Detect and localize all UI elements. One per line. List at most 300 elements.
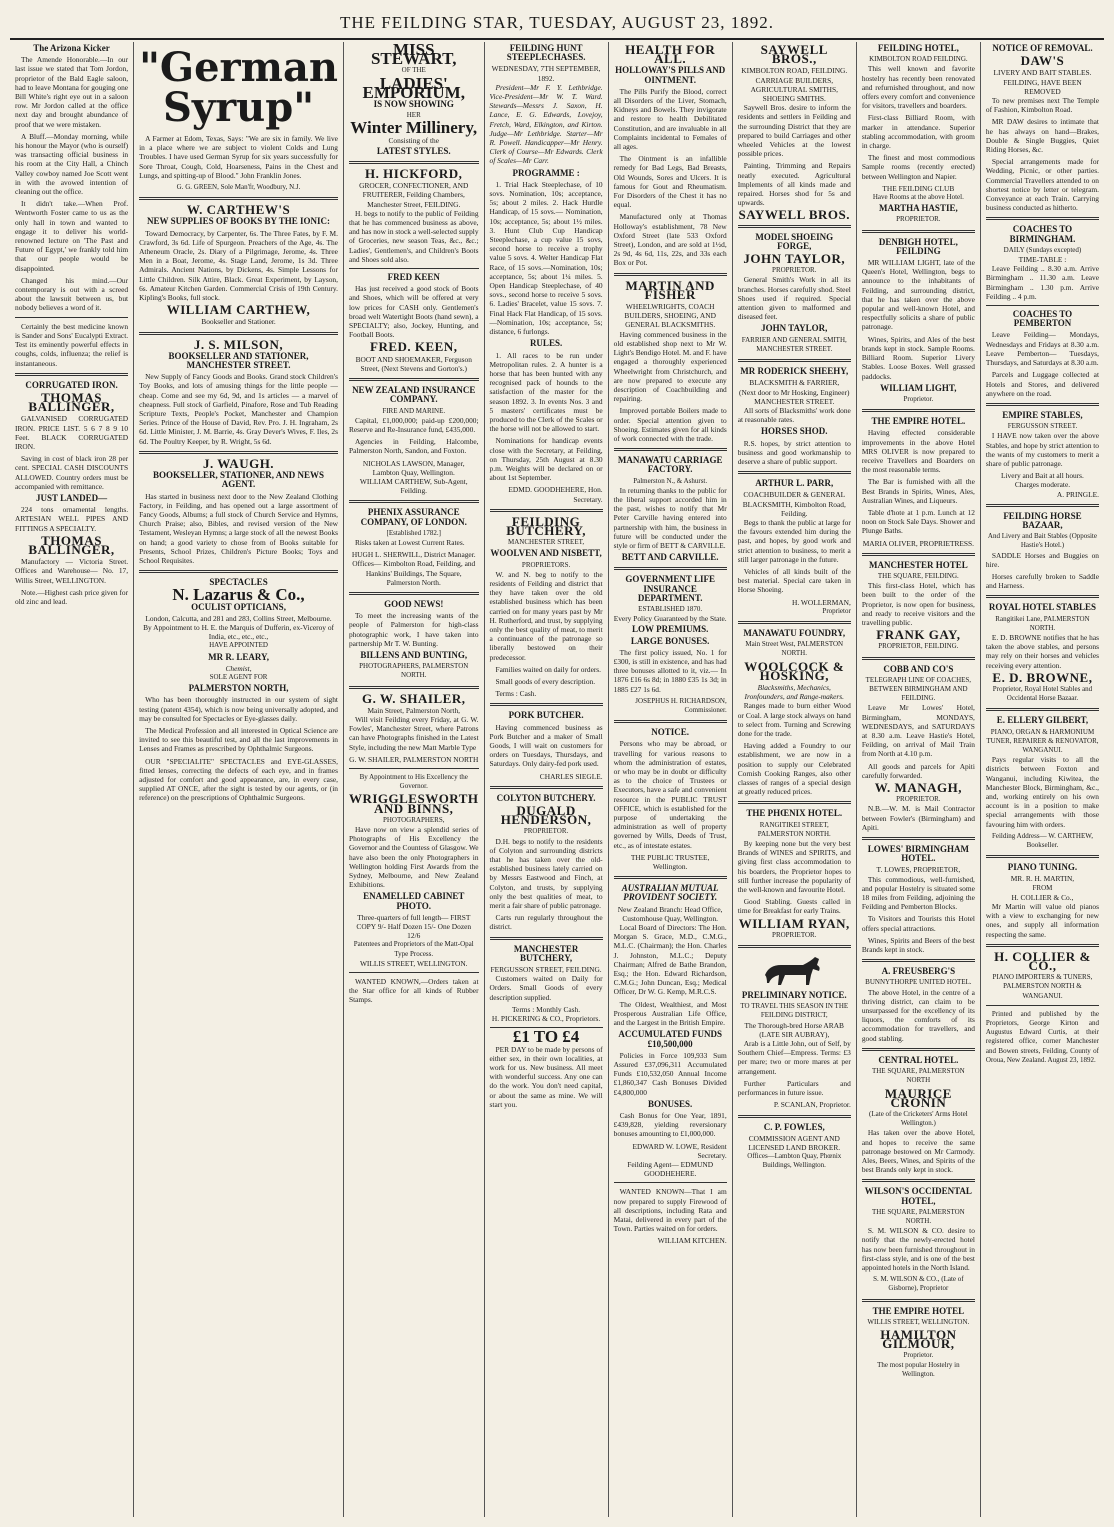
horse-illustration — [759, 953, 829, 987]
columns — [10, 42, 1104, 1517]
ad-body: Have now on view a splendid series of Photographs of His Excellency the Governor and the Countess of Glasgow. We have also been the only Photographers in Wellington holding First Awards from the Sydney, Melbourne, and New Zealand Exhibitions. — [348, 825, 479, 890]
ad-subheading: GROCER, CONFECTIONER, AND FRUITERER, Feilding Chambers, Manchester Street, FEILDING. — [359, 181, 469, 209]
ad-subheading: BOOT AND SHOEMAKER, Ferguson Street, (Next Stevens and Gorton's.) — [355, 354, 472, 373]
column-3 — [343, 42, 484, 1517]
ad-subheading: THE SQUARE, PALMERSTON NORTH. — [871, 1207, 965, 1225]
ad-body: The above Hotel, in the centre of a thriving district, can claim to be unsurpassed for the excellency of its liquors, the comforts of its accommodation for travellers, and good stabling. — [861, 987, 975, 1043]
ad-heading: WILLIAM CARTHEW, — [166, 302, 311, 318]
ad-body: Note.—Highest cash price given for old zinc and lead. — [15, 587, 129, 606]
ad-subheading: PROPRIETOR. — [523, 827, 569, 836]
ad-heading: MODEL SHOEING FORGE, — [755, 231, 834, 251]
article-paragraph: A Bluff.—Monday morning, while his honour the Mayor (who is ourself) was transacting official business in his room at the City Hall, a Chinch Valley cowboy named Joe Scott went in with the avowed intention of cleaning out the office. — [15, 131, 129, 197]
ad-heading: GOOD NEWS! — [384, 598, 444, 609]
ad-heading: W. CARTHEW'S — [186, 202, 291, 218]
divider — [986, 595, 1099, 598]
ad-body: HAVE APPOINTED — [209, 641, 268, 650]
ad-heading: PIANO TUNING. — [1007, 862, 1078, 873]
ad-heading: JOHN TAYLOR, — [761, 323, 828, 334]
ad-body: The Ointment is an infallible remedy for Bad Legs, Bad Breasts, Old Wounds, Sores and Ulcers. It is famous for Gout and Rheumatism. For Disorders of the Chest it has no equal. — [613, 154, 727, 210]
ad-body: E. D. BROWNE notifies that he has taken the above stables, and persons may rely on their horses and vehicles receiving every attention. — [985, 632, 1099, 670]
ad-heading: PALMERSTON NORTH, — [188, 683, 289, 694]
masthead: THE FEILDING STAR, TUESDAY, AUGUST 23, 1892. — [10, 8, 1104, 40]
ad-body: Livery and Bait at all hours. — [1000, 471, 1084, 481]
divider — [986, 855, 1099, 858]
ad-heading: DENBIGH HOTEL, FEILDING — [878, 236, 958, 256]
ad-heading: THE EMPIRE HOTEL — [872, 1305, 965, 1316]
ad-body: OF THE — [401, 66, 426, 75]
ad-signature: A. PRINGLE. — [1056, 489, 1099, 499]
ad-body: HER — [406, 111, 421, 120]
ad-heading: E. ELLERY GILBERT, — [996, 715, 1089, 726]
ad-signature: THE PUBLIC TRUSTEE, Wellington. — [630, 852, 710, 872]
ad-body: Wines, Spirits and Beers of the best Brands kept in stock. — [861, 935, 975, 955]
divider — [862, 657, 975, 660]
ad-heading: BETT AND CARVILLE. — [621, 552, 719, 563]
ad-body: GALVANISED CORRUGATED IRON. PRICE LIST. 5 6 7 8 9 10 Feet. BLACK CORRUGATED IRON. — [15, 414, 129, 451]
ad-body: All sorts of Blacksmiths' work done at reasonable rates. — [737, 405, 851, 425]
divider — [738, 945, 851, 948]
ad-body: General Smith's Work in all its branches. Horses carefully shod. Steel Shoes used if required. Special attention given to malformed and diseased feet. — [737, 275, 851, 322]
ad-heading: THE EMPIRE HOTEL. — [871, 416, 966, 427]
ad-heading: WOOLCOCK & HOSKING, — [744, 658, 845, 683]
ad-subheading: Proprietor, Royal Hotel Stables and Occidental Horse Bazaar. — [992, 684, 1093, 703]
ad-heading: PHENIX ASSURANCE COMPANY, OF LONDON. — [360, 507, 467, 527]
divider — [490, 786, 603, 789]
ad-body: Have Rooms at the above Hotel. — [872, 193, 964, 202]
divider — [738, 1115, 851, 1118]
ad-body: Offices— Kimbolton Road, Feilding, and Hankins' Buildings, The Square, Palmerston North. — [352, 559, 476, 587]
divider — [986, 708, 1099, 711]
ad-body: SOLE AGENT FOR — [209, 672, 268, 681]
ad-heading: WILSON'S OCCIDENTAL HOTEL, — [864, 1186, 972, 1206]
divider — [349, 686, 479, 689]
ad-body: Having commenced business as Pork Butcher and a maker of Small Goods, I will wait on customers for orders on Tuesdays, Thursdays, and Saturdays. Only dairy-fed pork used. — [489, 722, 603, 769]
ad-subheading: Palmerston N., & Ashurst. — [633, 476, 708, 485]
ad-heading: RULES. — [529, 338, 563, 349]
ad-subheading: FERGUSSON STREET, FEILDING. — [490, 965, 602, 975]
ad-subheading: Every Policy Guaranteed by the State. — [613, 614, 727, 624]
ad-heading: WILLIAM LIGHT, — [880, 382, 957, 393]
ad-heading: PROGRAMME : — [512, 167, 580, 178]
ad-heading: COACHES TO BIRMINGHAM. — [1009, 224, 1076, 244]
ad-body: Nominations for handicap events close with the Secretary, at Feilding, on Thursday, 25th August at 8.30 p.m. Weights will be declared on or about 1st September. — [489, 436, 603, 483]
ad-subheading: KIMBOLTON ROAD, FEILDING. CARRIAGE BUILDERS, AGRICULTURAL SMITHS, SHOEING SMITHS. — [741, 66, 848, 104]
ad-subheading: And Livery and Bait Stables (Opposite Hastie's Hotel.) — [987, 532, 1097, 550]
ad-body: 1. All races to be run under Metropolitan rules. 2. A hunter is a horse that has been hunted with any recognised pack of hounds to the satisfaction of the master for the season 1892. 3. In events Nos. 3 and 5 masters' certificates must be produced to the Clerk of the Scales or the horse will not be allowed to start. — [489, 350, 603, 434]
ad-heading: SAYWELL BROS. — [738, 207, 851, 223]
ad-body: In returning thanks to the public for the liberal support accorded him in the past, wishes to notify that Mr Peter Carville having entered into partnership with him, the business in future will be conducted under the style or firm of BETT & CARVILLE. — [613, 485, 727, 550]
ad-heading: SPECTACLES — [209, 577, 268, 588]
ad-body: Having commenced business in the old established shop next to Mr W. Light's Bendigo Hotel. M. and F. have engaged a thoroughly experienced Wheelwright from Christchurch, and are now prepared to execute any description of Coachbuilding and repairing. — [613, 329, 727, 404]
ad-subheading: LATEST STYLES. — [376, 145, 451, 156]
ad-heading: C. P. FOWLES, — [763, 1121, 825, 1132]
ad-body: Consisting of the — [388, 135, 439, 145]
ad-heading: ARTHUR L. PARR, — [755, 478, 834, 489]
ad-subheading: PROPRIETOR, FEILDING. — [878, 642, 959, 651]
ad-subheading: TO TRAVEL THIS SEASON IN THE FEILDING DISTRICT, — [740, 1002, 849, 1020]
ad-heading: FEILDING HOTEL, — [877, 43, 959, 53]
ad-subheading: FERGUSSON STREET. — [1007, 422, 1078, 431]
divider — [986, 944, 1099, 947]
ad-heading: FRANK GAY, — [876, 627, 961, 643]
ad-heading: COLYTON BUTCHERY. — [496, 792, 596, 803]
ad-body: Has just received a good stock of Boots and Shoes, which will be offered at very low prices for CASH only. Gentlemen's broad welt Watertight Boots (hand sewn), a SPECIALTY; also, Jockey, Hunting, and Football Boots. — [348, 284, 479, 340]
ad-signature: H. PICKERING & CO., Proprietors. — [491, 1014, 601, 1024]
ad-signature: HUGH L. SHERWILL, District Manager. — [351, 550, 476, 560]
ad-subheading: Main Street West, PALMERSTON NORTH. — [745, 640, 844, 658]
ad-signature: P. SCANLAN, Proprietor. — [773, 1100, 851, 1110]
ad-subheading: FIRE AND MARINE. — [382, 406, 446, 415]
ad-body: Chemist, — [225, 663, 252, 673]
ad-subheading: WHEELWRIGHTS, COACH BUILDERS, SHOEING, AND GENERAL BLACKSMITHS. — [624, 302, 716, 330]
ad-subheading: MR. R. H. MARTIN, — [1010, 874, 1075, 884]
divider — [614, 720, 727, 723]
ad-body: Offices—Lambton Quay, Phœnix Buildings, Wellington. — [747, 1152, 842, 1170]
ad-body: Mr Martin will value old pianos with a view to exchanging for new ones, and supply all information respecting the same. — [985, 902, 1099, 939]
ad-subheading: PROPRIETORS. — [521, 560, 571, 569]
ad-heading: DAW'S — [1020, 53, 1065, 69]
ad-heading: MARTIN AND FISHER — [625, 277, 715, 302]
ad-body: Small goods of every description. — [495, 677, 596, 686]
divider — [862, 230, 975, 233]
ad-subheading: COMMISSION AGENT AND LICENSED LAND BROKER. — [748, 1133, 841, 1152]
ad-subheading: THE FEILDING CLUB — [882, 183, 955, 193]
ad-subheading: (Next door to Mr Hosking, Engineer) MANCHESTER STREET. — [739, 387, 850, 406]
ad-body: Charges moderate. — [1014, 480, 1071, 490]
ad-subheading: PROPRIETOR. — [896, 795, 941, 804]
ad-subheading: PIANO IMPORTERS & TUNERS, PALMERSTON NORTH & WANGANUI. — [992, 973, 1093, 1000]
divider — [862, 553, 975, 556]
ad-heading: ROYAL HOTEL STABLES — [988, 602, 1096, 613]
ad-body: Cash Bonus for One Year, 1891, £439,828, yielding reversionary bonuses amounting to £1,000,000. — [613, 1110, 727, 1139]
ad-heading: DUGALD HENDERSON, — [500, 803, 592, 828]
ad-heading: SAYWELL BROS., — [760, 42, 828, 67]
divider — [862, 959, 975, 962]
divider — [349, 378, 479, 381]
ad-body: Leave Feilding .. 8.30 a.m. Arrive Birmingham .. 11.30 a.m. Leave Birmingham .. 1.30 p.m. Arrive Feilding .. 4 p.m. — [985, 264, 1099, 301]
ad-subheading: MANCHESTER STREET, — [508, 538, 585, 547]
article-title: The Arizona Kicker — [33, 43, 110, 53]
ad-subheading: Main Street, Palmerston North, — [367, 705, 461, 715]
ad-subheading: ESTABLISHED 1870. — [638, 604, 703, 613]
ad-subheading: DAILY (Sundays excepted) — [1003, 245, 1082, 254]
divider — [349, 592, 479, 595]
ad-heading: PRELIMINARY NOTICE. — [741, 990, 847, 1001]
ad-subheading: THE SQUARE, PALMERSTON NORTH — [871, 1067, 965, 1085]
divider — [738, 801, 851, 804]
ad-body: MR DAW desires to intimate that he has always on hand—Brakes, Double & Single Buggies, Quiet Riding Horses, &c. — [985, 117, 1099, 155]
ad-body: I HAVE now taken over the above Stables, and hope by strict attention to the wants of my customers to merit a share of public patronage. — [985, 431, 1100, 468]
ad-body: Further Particulars and performances in future issue. — [737, 1078, 851, 1098]
ad-body: This first-class Hotel, which has been built to the order of the Proprietor, is now open for business, and ready to receive visitors and the travelling public. — [861, 581, 975, 627]
ad-signature: H. WOLLERMAN, — [792, 597, 851, 607]
ad-body: London, Calcutta, and 281 and 283, Collins Street, Melbourne. — [145, 613, 332, 623]
divider — [738, 359, 851, 362]
ad-body: Will visit Feilding every Friday, at G. W. Fowles', Manchester Street, where Patrons can have Photographs finished in the Latest Style, including the new Matt Marble Type — [348, 714, 479, 752]
divider — [862, 837, 975, 840]
ad-body: Who has been thoroughly instructed in our system of sight testing (patent 4354), which is now being universally adopted, and may be consulted for Spectacles or Eye-glasses daily. — [139, 695, 338, 723]
ad-subheading: FARRIER AND GENERAL SMITH, MANCHESTER STREET. — [741, 335, 847, 353]
ad-heading: EMPIRE STABLES, — [1002, 409, 1083, 420]
ad-heading: E. D. BROWNE, — [992, 669, 1093, 685]
ad-heading: CENTRAL HOTEL. — [878, 1054, 959, 1065]
divider — [139, 451, 338, 454]
ad-subheading: BOOKSELLER AND STATIONER, MANCHESTER STREET. — [168, 350, 309, 371]
article-paragraph: The Amende Honorable.—In our last issue we stated that Tom Jordon, proprietor of the Bald Eagle saloon, had to leave Montana for gouging one Bill White's right eye out in a saloon row. Mr Jordon called at the office next day and brought abundance of proof that we were mistaken. — [15, 55, 129, 129]
divider — [490, 937, 603, 940]
ad-body: Vehicles of all kinds built of the best material. Special care taken in Horse Shoeing. — [737, 566, 851, 595]
ad-body: First-class Billiard Room, with marker in attendance. Superior stabling accommodation, with groom in charge. — [861, 113, 975, 151]
ad-heading: NOTICE. — [651, 727, 690, 738]
ad-subheading: BUNNYTHORPE UNITED HOTEL. — [865, 978, 972, 987]
ad-body: Improved portable Boilers made to order. Special attention given to Shoeing. Estimates given for all kinds of work connected with the trade. — [613, 406, 727, 443]
ad-subheading: IS NOW SHOWING — [373, 99, 454, 110]
ad-subheading: KIMBOLTON ROAD FEILDING. — [869, 55, 968, 64]
article-paragraph: Certainly the best medicine known is Sander and Sons' Eucalypti Extract. Test its eminently powerful effects in coughs, colds, influenza; the relief is instantaneous. — [15, 321, 129, 368]
ad-body: Table d'hote at 1 p.m. Lunch at 12 noon on Stock Sale Days. Shower and Plunge Baths. — [861, 507, 975, 536]
ad-heading: FEILDING HUNT STEEPLECHASES. — [506, 43, 586, 63]
ad-body: President—Mr F. Y. Lethbridge. Vice-President—Mr W. T. Ward. Stewards—Messrs J. Saxon, H. Lance, E. G. Edwards, Lovejoy, Fretch, Ward, Elkington, and Kirton. Judge—Mr Lethbridge. Starter—Mr R. Powell. Handicapper—Mr Henry. Clerk of Course—Mr Edwards. Clerk of Scales—Mr Carr. — [489, 82, 603, 166]
article-paragraph: Changed his mind.—Our contemporary is out with a screed about the lawsuit between us, but nobody believes a word of it. — [15, 275, 129, 313]
divider — [738, 621, 851, 624]
ad-body: Good Stabling. Guests called in time for Breakfast for early Trains. — [737, 897, 851, 916]
ad-heading: COBB AND CO'S — [883, 663, 954, 674]
ad-heading: N. Lazarus & Co., — [172, 585, 305, 605]
ad-body: FROM — [1032, 883, 1053, 892]
ad-heading: MANCHESTER HOTEL — [868, 559, 968, 570]
column-7 — [856, 42, 980, 1517]
ad-heading: MISS STEWART, — [370, 40, 457, 69]
ad-subheading: WILLIS STREET, WELLINGTON. — [867, 1317, 970, 1326]
divider — [986, 403, 1099, 406]
ad-subheading: PROPRIETOR. — [772, 266, 817, 275]
ad-subheading: RANGITIKEI STREET, PALMERSTON NORTH. — [757, 820, 831, 838]
divider — [862, 1179, 975, 1182]
ad-body: The finest and most commodious Sample rooms (recently erected) between Wellington and Napier. — [861, 153, 975, 181]
ad-subheading: Rangitikei Lane, PALMERSTON NORTH. — [995, 614, 1090, 632]
divider — [490, 703, 603, 706]
ad-body: Toward Democracy, by Carpenter, 6s. The Three Fates, by F. M. Crawford, 3s 6d. Life of Spurgeon. Preachers of the Age, 4s. The Atheneum Oracle, 2s. Diary of a Pilgrimage, Jerome, 4s. Three Men in a Boat, Jerome, 4s. Stage Land, Jerome, 1s 3d. Three Admirals. Ancient Nations, by Dickens, 4s. Simple Lessons for Little Children. Silk Attire, Black. Great Experiment, by Layson, 6s. Amateur Kitchen Garden. Commercial Crisis of 19th Century. Kipling's Books, full stock. — [139, 228, 338, 303]
ad-body: SADDLE Horses and Buggies on hire. — [985, 550, 1099, 569]
ad-body: Having effected considerable improvements in the above Hotel MRS OLIVER is now prepared to receive Travellers and Boarders on the most reasonable terms. — [861, 428, 975, 475]
ad-body: The Bar is furnished with all the Best Brands in Spirits, Wines, Ales, Australian Wines, and Liqueurs. — [861, 477, 975, 505]
ad-heading: Winter Millinery, — [350, 118, 478, 138]
ad-subheading: LIVERY AND BAIT STABLES. FEILDING, HAVE BEEN REMOVED — [993, 68, 1092, 96]
ad-signature: G. W. SHAILER, PALMERSTON NORTH — [349, 754, 479, 764]
ad-subheading: The Thorough-bred Horse ARAB (LATE SIR AUBRAY), — [744, 1020, 844, 1039]
ad-subheading: [Established 1782.] — [386, 528, 441, 537]
ad-subheading: PIANO, ORGAN & HARMONIUM TUNER, REPAIRER & RENOVATOR, WANGANUI. — [986, 727, 1099, 754]
ad-subheading: Proprietor. — [903, 394, 934, 403]
ad-body: Capital, £1,000,000; paid-up £200,000; Reserve and Re-Insurance fund, £435,000. — [348, 415, 479, 434]
ad-heading: MANCHESTER BUTCHERY, — [513, 943, 579, 963]
ad-body: Families waited on daily for orders. — [495, 664, 602, 674]
ad-body: The Oldest, Wealthiest, and Most Prosperous Australian Life Office, and the Largest in the British Empire. — [613, 999, 727, 1028]
ad-subheading: New Zealand Branch: Head Office, Customhouse Quay, Wellington. — [617, 904, 723, 923]
divider — [738, 471, 851, 474]
ad-body: Parcels and Luggage collected at Hotels and Stores, and delivered anywhere on the road. — [985, 370, 1099, 398]
ad-signature: EDWARD W. LOWE, Resident Secretary. — [632, 1141, 727, 1160]
ad-body: Risks taken at Lowest Current Rates. — [354, 537, 465, 547]
ad-signature: MARIA OLIVER, PROPRIETRESS. — [862, 538, 974, 548]
divider — [738, 225, 851, 228]
ad-body: Persons who may be abroad, or travelling for various reasons to whom the administration of estates, or who may be in doubt or difficulty as to the choice of Trustees or Executors, have a safe and convenient resource in the PUBLIC TRUST OFFICE, which is established for the purpose of undertaking the administration as well of property governed by Wills, Deeds of Trust, etc., as of intestate estates. — [613, 739, 727, 850]
ad-body: Manufactured only at Thomas Holloway's establishment, 78 New Oxford Street (late 533 Oxford Street), London, and are sold at 1½d, 2s 9d, 4s 6d, 11s, 22s, and 33s each Box or Pot. — [613, 212, 727, 268]
ad-body: All goods and parcels for Apiti carefully forwarded. — [861, 761, 975, 780]
ad-subheading: H. COLLIER & Co., — [1011, 892, 1074, 902]
ad-heading: HORSES SHOD. — [761, 426, 828, 437]
ad-body: This commodious, well-furnished, and popular Hostelry is situated some 18 miles from Feilding, adjoining the Feilding and Pemberton Blocks. — [861, 874, 975, 912]
ad-body: Begs to thank the public at large for the favours extended him during the past, and hopes, by good work and strict attention to business, to merit a still larger patronage in the future. — [737, 517, 851, 564]
divider — [349, 768, 479, 769]
ad-body: Ranges made to burn either Wood or Coal. A large stock always on hand to select from. Turning and Screwing done for the trade. — [737, 701, 851, 738]
german-syrup-title: "German Syrup" — [139, 44, 338, 131]
divider — [614, 876, 727, 879]
ad-body: S. M. WILSON & CO. desire to notify that the newly-erected hotel has now been furnished throughout in first-class style, and is one of the best appointed hotels in the North Island. — [861, 1226, 975, 1272]
ad-body: New Supply of Fancy Goods and Books. Grand stock Children's Toy Books, and lots of amusing things for the little people — cheap. Come and see my 6d, 9d, and 1s articles — a marvel of cheapness. Full stock of Garfield, Pinafore, Rose and Tub Reading Scripture Texts, People's Pocket, Manchester and Champion Series. Prince of the House of David, Rev. Pro. J. H. Ingraham, 2s 6d. Little Minister, J. M. Barrie, 4s. Gray Dever's Wives, F. Iles, 2s 6d. The Poultry Keeper, by R. Wright, 5s 6d. — [139, 372, 338, 446]
ad-body: By Appointment to H. E. the Marquis of Dufferin, ex-Viceroy of India, etc., etc., etc., — [143, 622, 334, 642]
ad-heading: WOOLVEN AND NISBETT, — [490, 548, 602, 559]
ad-body: Policies in Force 109,933 Sum Assured £37,096,311 Accumulated Funds £10,532,050 Annual Income £1,860,347 Cash Bonuses Divided £4,800,000 — [613, 1050, 727, 1097]
ad-heading: G. W. SHAILER, — [362, 690, 466, 706]
ad-heading: W. MANAGH, — [874, 780, 962, 796]
ad-body: Saywell Bros. desire to inform the residents and settlers in Feilding and the surrounding District that they are prepared to build Carriages and other wheeled Vehicles at the lowest possible prices. — [737, 103, 851, 159]
ad-body: This well known and favorite hostelry has recently been renovated and refurnished throughout, and now offers every comfort and convenience for visitors, travellers and boarders. — [861, 64, 975, 111]
column-4 — [484, 42, 608, 1517]
column-1 — [10, 42, 133, 1517]
divider — [15, 373, 128, 376]
ad-heading: FEILDING BUTCHERY, — [506, 513, 586, 538]
ad-body: Patentees and Proprietors of the Matt-Opal Type Process. — [353, 940, 474, 958]
divider — [862, 1048, 975, 1051]
divider — [15, 317, 128, 318]
ad-body: Pays regular visits to all the districts between Foxton and Wanganui, including Kiwitea, the Manchester Block, Birmingham, &c., and, working entirely on his own account is in a position to make special arrangements with those favouring him with orders. — [985, 755, 1099, 829]
ad-subheading: T. LOWES, PROPRIETOR, — [876, 865, 961, 875]
ad-heading: J. S. MILSON, — [193, 336, 284, 352]
ad-signature: Feilding Agent— EDMUND GOODHEHERE. — [627, 1159, 714, 1179]
ad-body: Terms : Cash. — [495, 689, 537, 699]
column-6 — [732, 42, 856, 1517]
ad-body: Has started in business next door to the New Zealand Clothing Factory, in Feilding, and has opened out a large assortment of Fancy Goods, Albums; a full stock of Church Service and Hymns, Church Praise; also, Bibles, and revised version of the New Testament, Wesleyan Hymns; a large stock of all the newest Books on hand; a good variety to chose from of Books suitable for Presents, School Prizes, Children's Picture Books; Toys and School Requisites. — [139, 491, 338, 565]
divider — [614, 567, 727, 570]
ad-body: W. and N. beg to notify to the residents of Feilding and district that they have taken over the old established business which has been carried on for many years past by Mr H. Rutherford, and trust, by supplying only the best quality of meat, to merit a continuance of the patronage so liberally bestowed on their predecessor. — [489, 569, 603, 662]
ad-subheading: PHOTOGRAPHERS, — [382, 815, 445, 824]
ad-signature: G. G. GREEN, Sole Man'fr, Woodbury, N.J. — [176, 183, 301, 192]
ad-subheading: Bookseller and Stationer. — [201, 317, 276, 327]
ad-subheading: PROPRIETOR. — [896, 215, 941, 224]
ad-subheading: Blacksmiths, Mechanics, Ironfounders, and Range-makers. — [744, 682, 845, 702]
ad-subheading: PHOTOGRAPHERS, PALMERSTON NORTH. — [359, 662, 469, 680]
ad-heading: HEALTH FOR ALL. — [625, 42, 716, 67]
divider — [349, 161, 479, 164]
ad-subheading: LOW PREMIUMS. — [632, 624, 709, 635]
imprint: Printed and published by the Proprietors, George Kirton and Augustus Edward Curtis, at their registered office, corner Manchester and Bowen streets, Feilding, County of Oroua, New Zealand. August 23, 1892. — [985, 1009, 1099, 1064]
ad-body: N.B.—W. M. is Mail Contractor between Fowler's (Birmingham) and Apiti. — [861, 804, 975, 832]
divider — [986, 1005, 1099, 1006]
ad-heading: THOMAS BALLINGER, — [28, 532, 115, 557]
divider — [986, 217, 1099, 220]
ad-heading: COACHES TO PEMBERTON — [1012, 309, 1073, 329]
ad-subheading: BLACKSMITH & FARRIER, — [749, 378, 840, 388]
ad-heading: HAMILTON GILMOUR, — [880, 1326, 957, 1352]
ad-heading: THE PHŒNIX HOTEL. — [746, 808, 843, 819]
ad-heading: A. FREUSBERG'S — [881, 966, 956, 977]
ad-heading: LADIES' EMPORIUM, — [362, 73, 465, 102]
ad-body: MR WILLIAM LIGHT, late of the Queen's Hotel, Wellington, begs to announce to the inhabitants of Feilding, and surrounding district, that he has taken over the above popular and well-known Hotel, and respectfully solicits a share of public patronage. — [861, 258, 975, 332]
ad-heading: JOHN TAYLOR, — [743, 251, 846, 267]
ad-heading: BILLENS AND BUNTING, — [360, 649, 468, 660]
divider — [986, 305, 1099, 306]
ad-body: A Farmer at Edom, Texas, Says: "We are six in family. We live in a place where we are subject to violent Colds and Lung Troubles. I have used German Syrup for six years successfully for Sore Throat, Cough, Cold, Hoarseness, Pains in the Chest and Lungs, and spitting-up of Blood." John Franklin Jones. — [139, 134, 338, 180]
ad-subheading: TELEGRAPH LINE OF COACHES, BETWEEN BIRMINGHAM AND FEILDING. — [865, 675, 972, 703]
ad-heading: GOVERNMENT LIFE INSURANCE DEPARTMENT. — [625, 574, 715, 603]
ad-subheading: THE SQUARE, FEILDING. — [877, 571, 959, 580]
divider — [614, 1182, 727, 1183]
ad-body: To new premises next The Temple of Fashion, Kimbolton Road. — [985, 96, 1099, 115]
ad-heading: FRED KEEN — [387, 272, 440, 283]
ad-heading: BONUSES. — [648, 1098, 693, 1109]
column-2 — [133, 42, 343, 1517]
ad-heading: J. WAUGH. — [202, 455, 275, 471]
article-paragraph: It didn't take.—When Prof. Wentworth Foster came to us as the only hall in town and wanted to engage it to deliver his world-renowned lecture on 'The Past and Future of Egypt,' we frankly told him that our people would be disappointed. — [15, 199, 129, 273]
ad-heading: NEW ZEALAND INSURANCE COMPANY. — [352, 385, 476, 405]
ad-subheading: LARGE BONUSES. — [630, 635, 710, 646]
divider — [986, 504, 1099, 507]
ad-body: 1. Trial Hack Steeplechase, of 10 sovs. Nomination, 10s; acceptance, 5s; about 2 miles. 2. Hack Hurdle Handicap, of 15 sovs.— Nomination, 10s; acceptance, 5s; about 1½ miles. 3. Hunt Club Cup Handicap Steeplechase, a cup value 15 sovs, second horse to receive a trophy value 5 sovs. 4. Welter Handicap Flat Race, of 15 sovs.—Nomination, 10s; acceptance, 5s; about 1¼ miles. 5. Open Handicap Steeplechase, of 40 sovs., second horse to receive 5 sovs. 6. Ladies' Bracelet, value 15 sovs. 7. Final Hack Flat Handicap, of 15 sovs.—Nomination, 10s; acceptance, 5s; distance, 6 furlongs. — [489, 179, 603, 337]
ad-body: The first policy issued, No. 1 for £300, is still in existence, and has had three bonuses allotted to it, viz.— In 1876 £16 6s 8d; in 1880 £35 1s 3d; in 1885 £27 1s 6d. — [613, 647, 727, 694]
ad-heading: WILLIAM RYAN, — [738, 915, 850, 931]
ad-body: R.S. hopes, by strict attention to business and good workmanship to deserve a share of public support. — [737, 438, 851, 466]
ad-subheading: BOOKSELLER, STATIONER, AND NEWS AGENT. — [153, 470, 324, 490]
ad-body: Has taken over the above Hotel, and hopes to receive the same patronage bestowed on Mr Carmody. Ales, Beers, Wines, and Spirits of the best Brands only kept in stock. — [861, 1128, 975, 1175]
ad-signature: WILLIAM KITCHEN. — [657, 1236, 727, 1246]
ad-subheading: TIME-TABLE : — [1018, 255, 1067, 265]
ad-signature: CHARLES SIEGLE. — [539, 771, 603, 781]
ad-body: WANTED KNOWN—That I am now prepared to supply Firewood of all descriptions, including Rata and Matai, delivered in every part of the Town. Parties waited on for orders. — [613, 1187, 727, 1234]
ad-body: Terms : Monthly Cash. — [512, 1004, 581, 1014]
ad-heading: WRIGGLESWORTH AND BINNS, — [348, 791, 479, 816]
ad-body: The Pills Purify the Blood, correct all Disorders of the Liver, Stomach, Kidneys and Bowels. They invigorate and restore to health Debilitated Constitution, and are invaluable in all Complaints incidental to Females of all ages. — [613, 86, 727, 152]
ad-subheading: Proprietor. — [903, 1351, 934, 1360]
ad-signature: JOSEPHUS H. RICHARDSON, Commissioner. — [635, 696, 727, 714]
ad-subheading: WEDNESDAY, 7TH SEPTEMBER, 1892. — [491, 64, 601, 83]
divider — [139, 570, 338, 573]
ad-subheading: NEW SUPPLIES OF BOOKS BY THE IONIC: — [147, 216, 331, 227]
ad-signature: Proprietor — [822, 606, 851, 615]
ad-subheading: COACHBUILDER & GENERAL BLACKSMITH, Kimbolton Road, Feilding. — [742, 490, 846, 518]
ad-body: By Appointment to His Excellency the Governor. — [359, 773, 468, 791]
ad-heading: JUST LANDED— — [35, 492, 108, 503]
divider — [614, 273, 727, 276]
ad-heading: THOMAS BALLINGER, — [28, 389, 115, 415]
ad-body: Painting, Trimming and Repairs neatly executed. Agricultural Implements of all kinds made and repaired. Horses shod for 5s and upwards. — [737, 161, 851, 208]
ad-body: Leave Mr Lowes' Hotel, Birmingham, MONDAYS, WEDNESDAYS, and SATURDAYS at 8.30 a.m. Leave Hastie's Hotel, Feilding, on arrival of Mail Train from North at 4.10 p.m. — [861, 703, 975, 759]
ad-heading: CORRUGATED IRON. — [25, 379, 118, 390]
ad-body: Having added a Foundry to our establishment, we are now in a position to supply our Celebrated Cornish Cooking Ranges, also other classes of ranges of a special design at greatly reduced prices. — [737, 741, 851, 797]
divider — [614, 448, 727, 451]
ad-body: H. begs to notify to the public of Feilding that he has commenced business as above, and has now in stock a well-selected supply of Groceries, new season Teas, &c., &c.; Ladies', Gentlemen's, and Children's Boots and Shoes sold also. — [348, 208, 479, 264]
column-8 — [980, 42, 1104, 1517]
ad-body: Local Board of Directors: The Hon. Morgan S. Grace, M.D., C.M.G., M.L.C. (Chairman); the Hon. Charles J. Johnston, M.L.C.; Deputy Chairman; Alfred de Bathe Brandon, Esq.; the Hon. Edward Richardson, C.M.G.; John Duncan, Esq.; Medical Officer, Dr W. G. Kemp, M.R.C.S. — [613, 923, 727, 997]
ad-body: Carts run regularly throughout the district. — [489, 913, 603, 932]
ad-body: By keeping none but the very best Brands of WINES and SPIRITS, and giving first class accommodation to his boarders, the Proprietor hopes to still further increase the popularity of the well-known and favourite Hotel. — [737, 839, 851, 895]
ad-body: Manufactory — Victoria Street. Offices and Warehouse— No. 17, Willis Street, WELLINGTON. — [15, 557, 129, 585]
column-5 — [608, 42, 732, 1517]
ad-body: Wines, Spirits, and Ales of the best brands kept in stock. Sample Rooms. Billiard Room. Superior Livery Stables. Loose Boxes. Well grassed paddocks. — [861, 334, 975, 381]
ad-body: Customers waited on Daily for Orders. Small Goods of every description supplied. — [489, 974, 603, 1002]
ad-subheading: (Late of the Cricketers' Arms Hotel Wellington.) — [869, 1109, 968, 1128]
ad-heading: MANAWATU FOUNDRY, — [743, 627, 846, 638]
